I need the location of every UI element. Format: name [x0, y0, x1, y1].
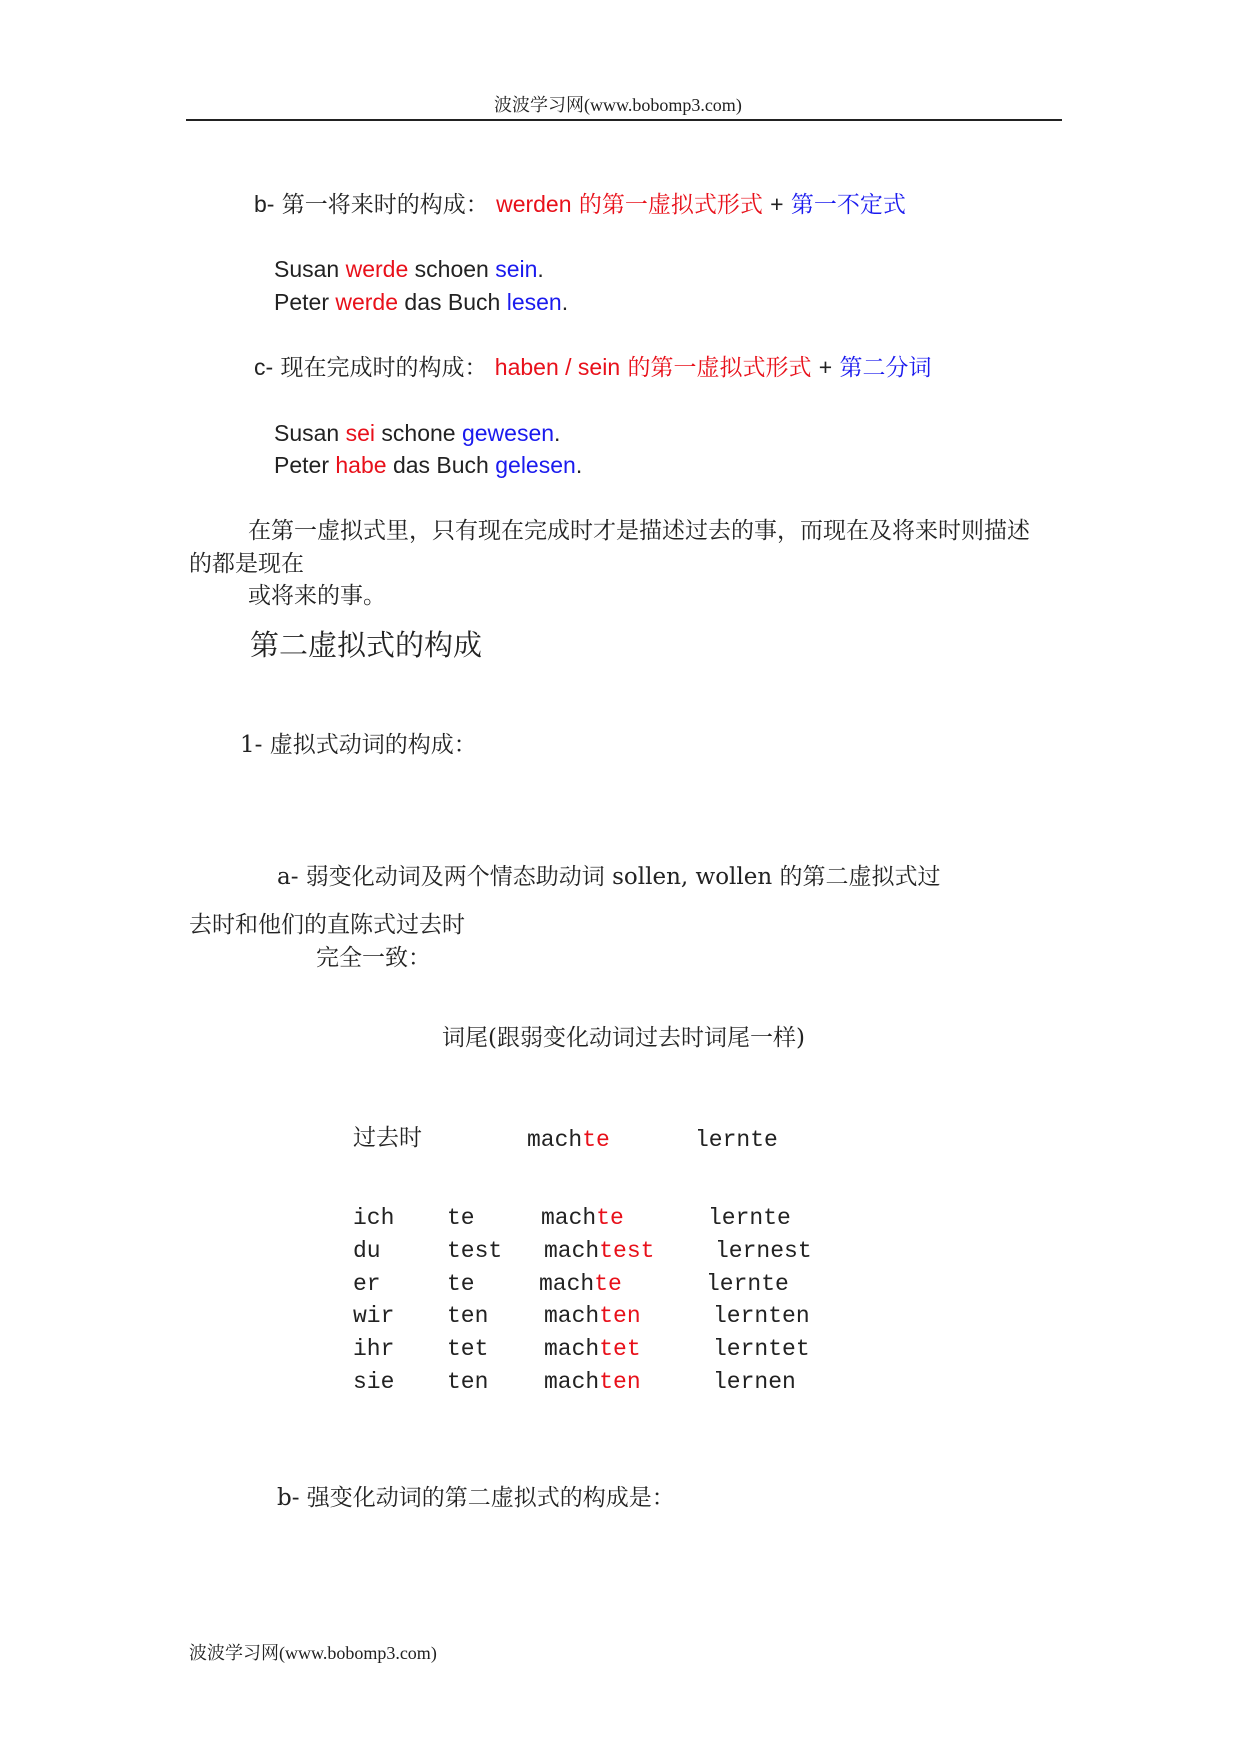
- prefix: c-: [254, 354, 274, 380]
- w: schoen: [414, 256, 489, 282]
- stem: mach: [541, 1205, 597, 1231]
- machen-form: [544, 1240, 654, 1263]
- section-c-line: [254, 356, 932, 380]
- item-a-line2: 去时和他们的直陈式过去时: [189, 912, 465, 938]
- stem: mach: [539, 1271, 595, 1297]
- item-a-line1: a- 弱变化动词及两个情态助动词 sollen, wollen 的第二虚拟式过: [277, 864, 941, 890]
- w: Peter: [274, 452, 329, 478]
- table-head-label: 过去时: [353, 1125, 422, 1151]
- pronoun: wir: [353, 1303, 395, 1329]
- w: schone: [381, 420, 456, 446]
- form: 的第一虚拟式形式: [578, 192, 763, 218]
- w: habe: [335, 452, 387, 478]
- label: 第一将来时的构成：: [281, 192, 489, 218]
- ending: ten: [447, 1369, 489, 1395]
- ending: tet: [447, 1336, 489, 1362]
- page-header: 波波学习网(www.bobomp3.com): [494, 95, 742, 115]
- ending: te: [582, 1127, 610, 1153]
- w: .: [575, 452, 583, 478]
- ending: test: [447, 1238, 503, 1264]
- w: lesen: [506, 289, 562, 315]
- prefix: b-: [254, 191, 275, 217]
- example-c1: [274, 422, 560, 445]
- machen-form: [541, 1207, 624, 1230]
- pronoun: ich: [353, 1205, 395, 1231]
- ending-title: 词尾(跟弱变化动词过去时词尾一样): [442, 1025, 805, 1051]
- w: .: [561, 289, 569, 315]
- example-b2: [274, 291, 568, 314]
- example-c2: [274, 454, 582, 477]
- paragraph-line1: 在第一虚拟式里，只有现在完成时才是描述过去的事，而现在及将来时则描述: [248, 518, 1030, 544]
- w: .: [537, 256, 544, 282]
- ending: ten: [447, 1303, 489, 1329]
- item-a-line3: 完全一致：: [316, 945, 431, 971]
- w: Susan: [274, 420, 340, 446]
- stem: mach: [544, 1238, 600, 1264]
- lernen-form: lerntet: [713, 1336, 810, 1362]
- plus: +: [818, 354, 833, 380]
- stem: mach: [544, 1303, 600, 1329]
- infinitive: 第一不定式: [790, 192, 906, 218]
- table-head-machte: [527, 1129, 610, 1152]
- ending-red: test: [599, 1238, 655, 1264]
- header-rule: [186, 119, 1062, 121]
- aux: haben / sein: [494, 354, 621, 380]
- w: Peter: [274, 289, 329, 315]
- paragraph-line3: 或将来的事。: [248, 583, 386, 609]
- w: sei: [345, 420, 376, 446]
- item-b: b- 强变化动词的第二虚拟式的构成是：: [277, 1485, 675, 1511]
- stem: mach: [544, 1369, 600, 1395]
- w: gewesen: [461, 420, 555, 446]
- pronoun: er: [353, 1271, 381, 1297]
- ending: te: [447, 1205, 475, 1231]
- lernen-form: lernten: [713, 1303, 810, 1329]
- example-b1: [274, 258, 544, 281]
- ending-red: ten: [599, 1369, 641, 1395]
- ending: te: [447, 1271, 475, 1297]
- pronoun: sie: [353, 1369, 395, 1395]
- label: 现在完成时的构成：: [280, 355, 488, 381]
- w: sein: [495, 256, 538, 282]
- ending-red: ten: [599, 1303, 641, 1329]
- form: 的第一虚拟式形式: [627, 355, 812, 381]
- lernen-form: lernen: [713, 1369, 796, 1395]
- page-footer: 波波学习网(www.bobomp3.com): [189, 1643, 437, 1663]
- w: gelesen: [495, 452, 576, 478]
- lernen-form: lernte: [708, 1205, 791, 1231]
- ending-red: te: [594, 1271, 622, 1297]
- section-heading: 第二虚拟式的构成: [250, 628, 483, 662]
- machen-form: [544, 1305, 641, 1328]
- w: das Buch: [392, 452, 489, 478]
- lernen-form: lernte: [706, 1271, 789, 1297]
- item-1: 1- 虚拟式动词的构成：: [240, 732, 477, 758]
- machen-form: [544, 1371, 641, 1394]
- machen-form: [539, 1273, 622, 1296]
- paragraph-line2: 的都是现在: [189, 551, 304, 577]
- w: das Buch: [404, 289, 501, 315]
- plus: +: [770, 191, 784, 217]
- werden: werden: [496, 191, 572, 217]
- table-head-lernte: lernte: [695, 1127, 778, 1153]
- machen-form: [544, 1338, 641, 1361]
- ending-red: tet: [599, 1336, 641, 1362]
- pronoun: du: [353, 1238, 381, 1264]
- w: Susan: [274, 256, 340, 282]
- w: werde: [345, 256, 409, 282]
- lernen-form: lernest: [715, 1238, 812, 1264]
- stem: mach: [544, 1336, 600, 1362]
- ending-red: te: [596, 1205, 624, 1231]
- w: .: [554, 420, 561, 446]
- w: werde: [335, 289, 399, 315]
- pronoun: ihr: [353, 1336, 395, 1362]
- stem: mach: [527, 1127, 583, 1153]
- participle: 第二分词: [839, 355, 932, 381]
- section-b-line: [254, 193, 906, 217]
